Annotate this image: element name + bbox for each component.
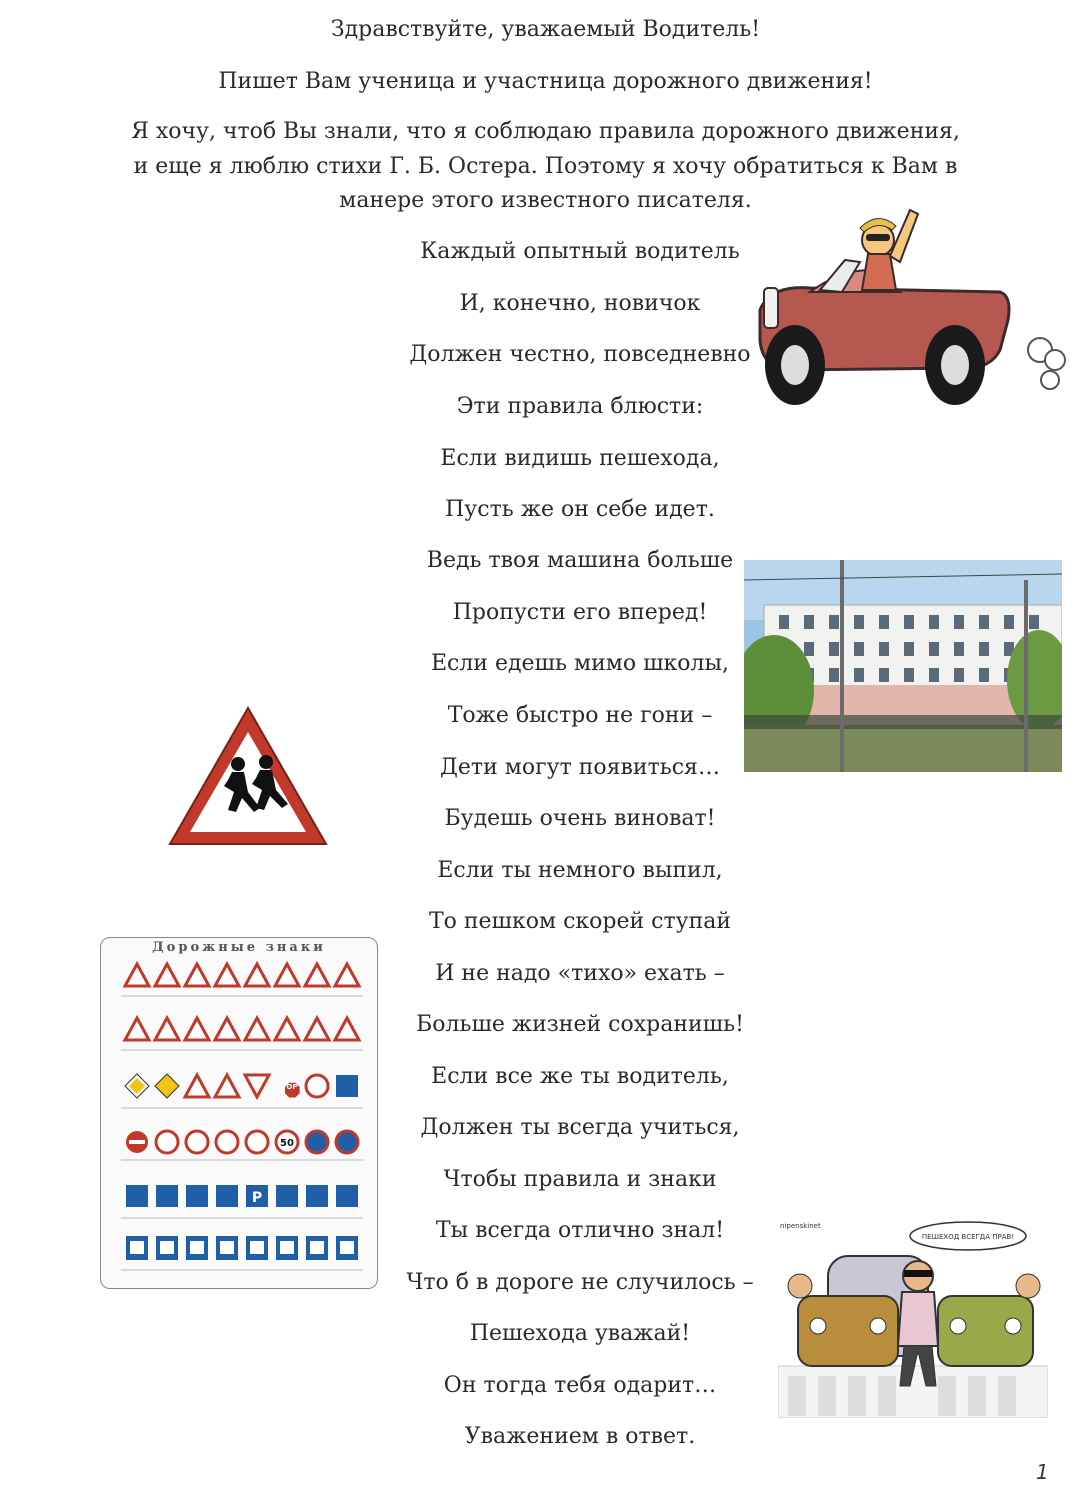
road-signs-poster	[100, 937, 378, 1289]
poem-line: Должен ты всегда учиться,	[420, 1115, 740, 1140]
poem-line: Чтобы правила и знаки	[443, 1167, 717, 1192]
greeting: Здравствуйте, уважаемый Водитель!	[330, 17, 761, 42]
poem-line: Эти правила блюсти:	[456, 394, 704, 419]
poem-line: Ведь твоя машина больше	[426, 548, 734, 573]
poem-line: Он тогда тебя одарит…	[443, 1373, 717, 1398]
poem-line: Ты всегда отлично знал!	[435, 1218, 725, 1243]
poem-line: Будешь очень виноват!	[444, 806, 716, 831]
poem-line: Уважением в ответ.	[464, 1424, 696, 1449]
speech-bubble-text: ПЕШЕХОД ВСЕГДА ПРАВ!	[921, 1233, 1015, 1241]
poem-line: И не надо «тихо» ехать –	[435, 961, 725, 986]
poem-line: Если все же ты водитель,	[431, 1064, 729, 1089]
warning-signs-row-1	[125, 964, 359, 986]
poem-line: Больше жизней сохранишь!	[416, 1012, 744, 1037]
paragraph-line-2: и еще я люблю стихи Г. Б. Остера. Поэтому я хочу обратиться к Вам в	[133, 154, 958, 179]
poem-line: Тоже быстро не гони –	[447, 703, 713, 728]
poem-line: Дети могут появиться…	[440, 755, 720, 780]
pedestrian-cartoon	[778, 1216, 1048, 1418]
cartoon-car-illustration	[750, 200, 1070, 420]
prohibitory-signs-row	[126, 1131, 358, 1153]
paragraph-line-1: Я хочу, чтоб Вы знали, что я соблюдаю правила дорожного движения,	[131, 119, 960, 144]
poem-line: Пропусти его вперед!	[452, 600, 708, 625]
cartoon-site-label: nipenskinet	[780, 1222, 821, 1230]
priority-signs-row	[125, 1074, 358, 1098]
road-signs-grid	[101, 938, 377, 1288]
poem-line: То пешком скорей ступай	[428, 909, 732, 934]
children-warning-sign	[166, 704, 330, 850]
poem-line: Что б в дороге не случилось –	[406, 1270, 754, 1295]
poster-title: Дорожные знаки	[152, 940, 326, 955]
poem-line: Пусть же он себе идет.	[445, 497, 715, 522]
parking-sign-label: P	[251, 1190, 263, 1206]
information-signs-row	[126, 1185, 358, 1207]
school-photo	[744, 560, 1062, 772]
poem-line: Если едешь мимо школы,	[430, 651, 730, 676]
intro-line: Пишет Вам ученица и участница дорожного движения!	[218, 69, 873, 94]
poem-line: И, конечно, новичок	[459, 291, 701, 316]
warning-signs-row-2	[125, 1018, 359, 1040]
speed-limit-label: 50	[280, 1138, 294, 1149]
poem-line: Каждый опытный водитель	[420, 239, 740, 264]
poem-line: Если видишь пешехода,	[440, 446, 720, 471]
poem-line: Пешехода уважай!	[469, 1321, 691, 1346]
paragraph-line-3: манере этого известного писателя.	[339, 188, 752, 213]
poem-line: Должен честно, повседневно	[409, 342, 751, 367]
stop-sign-label: STOP	[276, 1083, 298, 1091]
service-signs-row	[126, 1236, 358, 1260]
poem-line: Если ты немного выпил,	[437, 858, 723, 883]
page-number: 1	[1036, 1460, 1049, 1484]
